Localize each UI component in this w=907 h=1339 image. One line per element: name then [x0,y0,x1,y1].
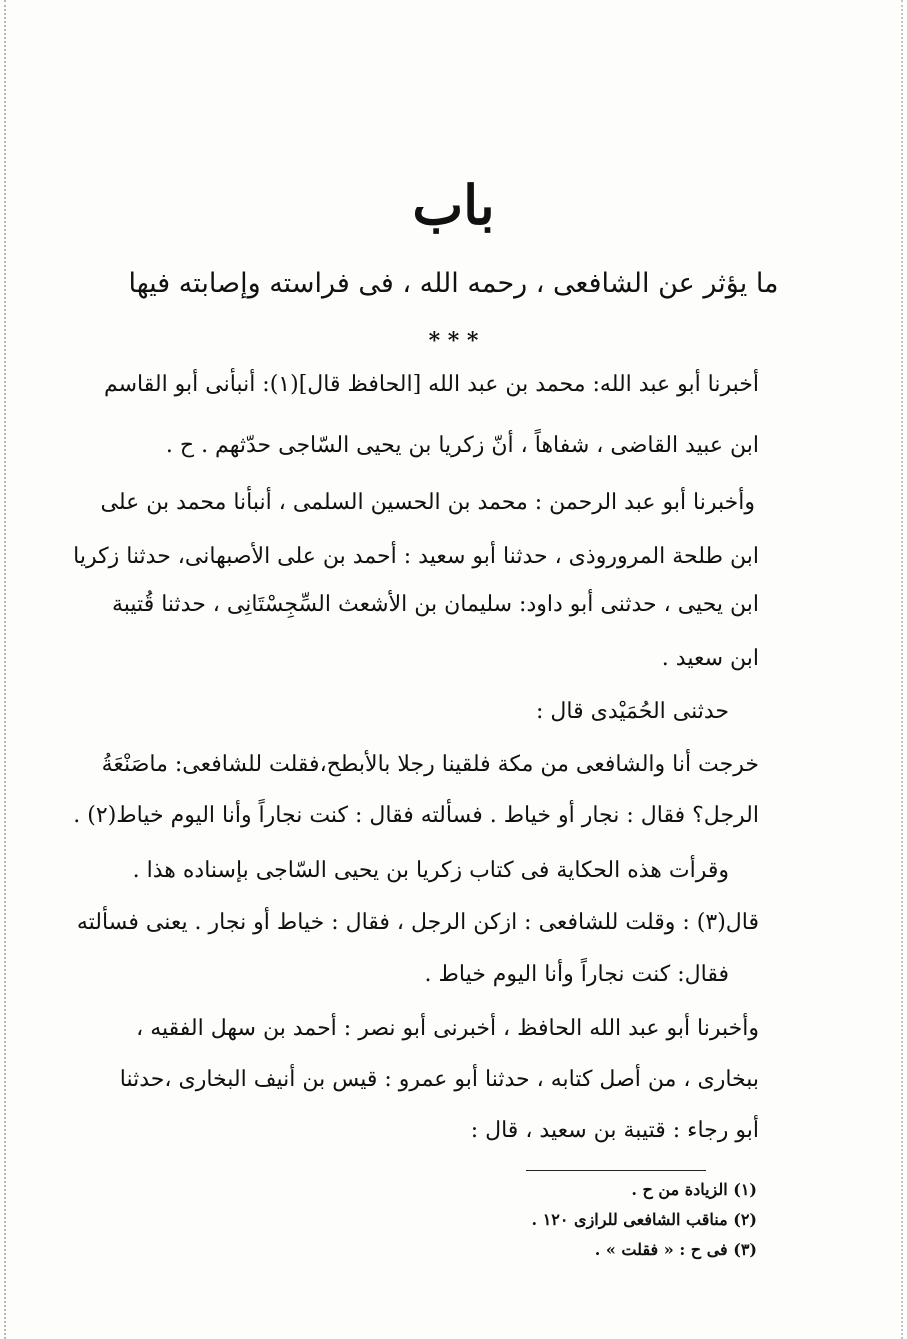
body-line: ابن طلحة المروروذى ، حدثنا أبو سعيد : أحمد بن على الأصبهانى، حدثنا زكريا [73,544,759,569]
body-line: ابن عبيد القاضى ، شفاهاً ، أنّ زكريا بن يحيى السّاجى حدّثهم . ح . [165,433,759,458]
body-line: ببخارى ، من أصل كتابه ، حدثنا أبو عمرو : قيس بن أنيف البخارى ،حدثنا [119,1067,759,1092]
chapter-subtitle: ما يؤثر عن الشافعى ، رحمه الله ، فى فراسته وإصابته فيها [128,268,779,299]
body-line: فقال: كنت نجاراً وأنا اليوم خياط . [424,962,729,987]
body-line: وقرأت هذه الحكاية فى كتاب زكريا بن يحيى السّاجى بإسناده هذا . [132,858,729,883]
body-line: وأخبرنا أبو عبد الله الحافظ ، أخبرنى أبو نصر : أحمد بن سهل الفقيه ، [136,1016,759,1041]
chapter-heading: باب [412,173,495,237]
footnote-rule [526,1170,706,1171]
footnote-1: (١) الزيادة من ح . [631,1180,757,1199]
body-line: وأخبرنا أبو عبد الرحمن : محمد بن الحسين السلمى ، أنبأنا محمد بن على [100,490,755,515]
footnote-2: (٢) مناقب الشافعى للرازى ١٢٠ . [531,1210,757,1229]
body-line: خرجت أنا والشافعى من مكة فلقينا رجلا بالأبطح،فقلت للشافعى: ماصَنْعَةُ [101,752,759,777]
body-line: أبو رجاء : قتيبة بن سعيد ، قال : [470,1118,759,1143]
body-line: ابن يحيى ، حدثنى أبو داود: سليمان بن الأشعث السِّجِسْتَانِى ، حدثنا قُتيبة [111,592,759,617]
body-line: الرجل؟ فقال : نجار أو خياط . فسألته فقال : كنت نجاراً وأنا اليوم خياط(٢) . [73,803,759,828]
body-line: ابن سعيد . [661,646,759,671]
footnote-3: (٣) فى ح : « فقلت » . [594,1240,757,1259]
body-line: حدثنى الحُمَيْدى قال : [536,699,729,724]
body-line: أخبرنا أبو عبد الله: محمد بن عبد الله [الحافظ قال](١): أنبأنى أبو القاسم [103,372,759,397]
body-line: قال(٣) : وقلت للشافعى : ازكن الرجل ، فقال : خياط أو نجار . يعنى فسألته [76,910,759,935]
section-separator: * * * [428,328,479,354]
